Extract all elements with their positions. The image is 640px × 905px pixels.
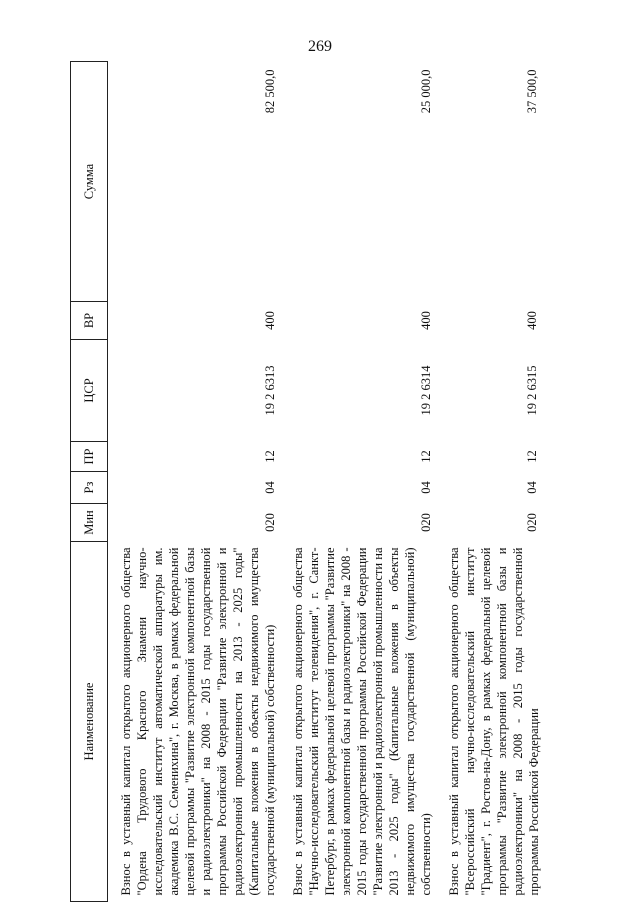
row-pr: 12 (525, 450, 539, 463)
row-rz: 04 (525, 481, 539, 494)
row-pr: 12 (263, 450, 277, 463)
row-name: Взнос в уставный капитал открытого акционерного общества "Научно-исследовательский институт телевидения", г. Санкт-Петербург, в рамках федеральной целевой программы "Развитие электронной компонентной базы и радиоэлектроники" на 2008 - 2015 годы государственной программы Российской Федерации "Развитие электронной и радиоэлектронной промышленности на 2013 - 2025 годы" (Капитальные вложения в объекты недвижимого имущества государственной (муниципальной) собственности) (291, 547, 433, 896)
row-vr: 400 (419, 311, 433, 330)
row-name: Взнос в уставный капитал открытого акционерного общества "Ордена Трудового Красного Знамени научно-исследовательский институт автоматической аппаратуры им. академика В.С. Семенихина", г. Москва, в рамках федеральной целевой программы "Развитие электронной компонентной базы и радиоэлектроники" на 2008 - 2015 годы государственной программы Российской Федерации "Развитие электронной и радиоэлектронной промышленности на 2013 - 2025 годы" (Капитальные вложения в объекты недвижимого имущества государственной (муниципальной) собственности) (119, 547, 277, 896)
row-min: 020 (419, 513, 433, 532)
row-min: 020 (525, 513, 539, 532)
row-csr: 19 2 6315 (525, 365, 539, 416)
row-sum: 82 500,0 (263, 69, 277, 114)
row-csr: 19 2 6313 (263, 365, 277, 416)
header-name: Наименование (71, 542, 108, 902)
page-number: 269 (308, 38, 332, 55)
table-row (108, 62, 281, 902)
table-row (280, 62, 436, 902)
header-sum: Сумма (71, 62, 108, 302)
header-min: Мин (71, 504, 108, 542)
header-pr: ПР (71, 442, 108, 472)
row-vr: 400 (525, 311, 539, 330)
row-min: 020 (263, 513, 277, 532)
budget-table (70, 61, 542, 902)
header-vr: ВР (71, 302, 108, 340)
header-csr: ЦСР (71, 340, 108, 442)
row-sum: 25 000,0 (419, 69, 433, 114)
row-csr: 19 2 6314 (419, 365, 433, 416)
table-header-row (71, 62, 108, 902)
row-pr: 12 (419, 450, 433, 463)
row-vr: 400 (263, 311, 277, 330)
rotated-page (70, 62, 630, 902)
row-name: Взнос в уставный капитал открытого акционерного общества "Всероссийский научно-исследовательский институт "Градиент", г. Ростов-на-Дону, в рамках федеральной целевой программы "Развитие электронной компонентной базы и радиоэлектроники" на 2008 - 2015 годы государственной программы Российской Федерации (447, 547, 541, 896)
row-sum: 37 500,0 (525, 69, 539, 114)
row-rz: 04 (263, 481, 277, 494)
table-row (436, 62, 542, 902)
header-rz: Рз (71, 472, 108, 504)
row-rz: 04 (419, 481, 433, 494)
